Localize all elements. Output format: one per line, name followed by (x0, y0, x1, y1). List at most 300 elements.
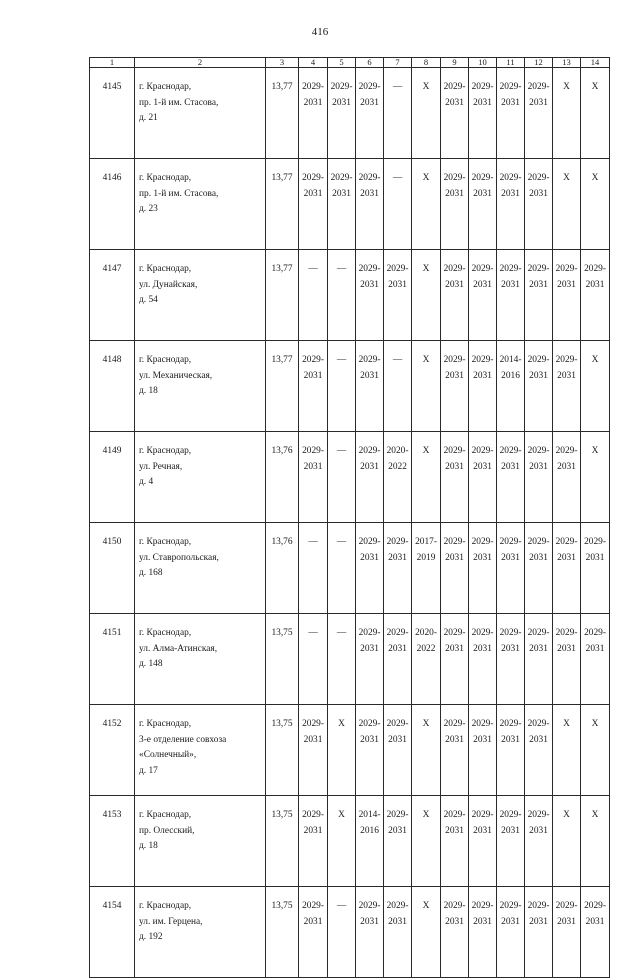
period-cell (441, 523, 469, 614)
period-line: 2029- (471, 901, 494, 911)
x-mark-cell: X (581, 432, 610, 523)
period-line: 2031 (501, 825, 520, 836)
period-cell (469, 705, 497, 796)
address-line: ул. Алма-Атинская, (139, 643, 218, 654)
period-line: 2031 (360, 916, 379, 927)
x-mark-cell: X (581, 341, 610, 432)
value-cell: 13,75 (266, 614, 299, 705)
period-line: 2029- (471, 264, 494, 274)
address-line: г. Краснодар, (139, 355, 192, 365)
period-line: 2029- (555, 264, 578, 274)
period-line: 2031 (501, 279, 520, 290)
period-line: 2031 (360, 370, 379, 381)
period-cell (441, 250, 469, 341)
period-line: 2031 (445, 370, 464, 381)
column-header-1: 1 (90, 58, 135, 68)
period-line: 2029- (584, 537, 606, 547)
period-line: 2014- (358, 810, 381, 820)
x-mark-cell: X (553, 705, 581, 796)
period-line: 2029- (555, 628, 578, 638)
period-line: 2029- (527, 355, 550, 365)
period-line: 2029- (499, 446, 522, 456)
row-number: 4146 (90, 159, 135, 250)
dash-mark: — (308, 264, 318, 274)
period-line: 2029- (358, 628, 381, 638)
period-line: 2019 (416, 552, 436, 563)
period-line: 2029- (386, 537, 409, 547)
page-number: 416 (311, 26, 329, 38)
address-line: д. 4 (139, 477, 154, 487)
address-line: пр. 1-й им. Стасова, (139, 97, 219, 108)
period-line: 2031 (473, 916, 492, 927)
address-line: г. Краснодар, (139, 719, 192, 729)
dash-cell (328, 341, 356, 432)
period-line: 2029- (471, 719, 494, 729)
x-mark-cell: X (412, 432, 441, 523)
period-line: 2029- (386, 264, 409, 274)
period-cell (299, 341, 328, 432)
period-line: 2031 (529, 643, 548, 654)
period-line: 2029- (471, 810, 494, 820)
period-line: 2031 (529, 461, 548, 472)
period-line: 2029- (527, 173, 550, 183)
period-line: 2029- (358, 446, 381, 456)
address-line: пр. 1-й им. Стасова, (139, 188, 219, 199)
period-line: 2031 (388, 916, 407, 927)
address-line: д. 18 (139, 841, 158, 851)
period-line: 2031 (303, 916, 323, 927)
column-header-10: 10 (469, 58, 497, 68)
period-cell (525, 432, 553, 523)
period-line: 2029- (527, 719, 550, 729)
period-line: 2029- (527, 82, 550, 92)
column-header-13: 13 (553, 58, 581, 68)
address-cell (135, 887, 266, 978)
period-line: 2031 (585, 916, 605, 927)
period-cell (299, 796, 328, 887)
register-table (89, 57, 610, 978)
period-line: 2029- (499, 264, 522, 274)
period-line: 2029- (443, 810, 466, 820)
period-cell (497, 523, 525, 614)
period-line: 2031 (360, 552, 379, 563)
period-cell (384, 432, 412, 523)
period-line: 2031 (529, 279, 548, 290)
column-header-8: 8 (412, 58, 441, 68)
period-line: 2029- (302, 355, 324, 365)
value-cell: 13,77 (266, 68, 299, 159)
period-line: 2029- (499, 810, 522, 820)
column-header-4: 4 (299, 58, 328, 68)
period-line: 2017- (415, 537, 437, 547)
dash-mark: — (308, 537, 318, 547)
dash-cell (384, 341, 412, 432)
dash-mark: — (392, 173, 403, 183)
period-line: 2029- (302, 810, 324, 820)
period-line: 2029- (527, 446, 550, 456)
dash-mark: — (336, 446, 347, 456)
address-cell (135, 523, 266, 614)
period-line: 2031 (501, 552, 520, 563)
row-number: 4150 (90, 523, 135, 614)
address-line: д. 192 (139, 932, 163, 942)
period-cell (328, 159, 356, 250)
address-line: ул. Речная, (139, 461, 183, 472)
period-line: 2031 (529, 734, 548, 745)
period-line: 2031 (332, 188, 351, 199)
period-line: 2031 (360, 279, 379, 290)
period-line: 2029- (555, 537, 578, 547)
column-header-5: 5 (328, 58, 356, 68)
period-line: 2031 (445, 916, 464, 927)
period-line: 2031 (445, 279, 464, 290)
table-row (90, 68, 610, 159)
column-header-9: 9 (441, 58, 469, 68)
period-line: 2029- (527, 628, 550, 638)
address-line: д. 21 (139, 113, 158, 123)
row-number: 4145 (90, 68, 135, 159)
period-cell (469, 159, 497, 250)
address-cell (135, 614, 266, 705)
period-line: 2031 (473, 734, 492, 745)
column-header-2: 2 (135, 58, 266, 68)
period-line: 2031 (303, 97, 323, 108)
period-cell (525, 341, 553, 432)
period-line: 2031 (445, 461, 464, 472)
period-line: 2031 (585, 279, 605, 290)
address-line: г. Краснодар, (139, 173, 192, 183)
period-line: 2031 (303, 188, 323, 199)
period-line: 2031 (473, 825, 492, 836)
address-line: д. 168 (139, 568, 163, 578)
period-cell (384, 796, 412, 887)
period-line: 2031 (501, 188, 520, 199)
address-line: 3-е отделение совхоза (139, 734, 227, 745)
period-line: 2029- (527, 810, 550, 820)
period-line: 2031 (388, 552, 407, 563)
dash-mark: — (308, 628, 318, 638)
period-line: 2031 (557, 916, 576, 927)
period-cell (356, 523, 384, 614)
address-line: д. 23 (139, 204, 158, 214)
period-line: 2031 (557, 552, 576, 563)
period-cell (441, 341, 469, 432)
period-line: 2031 (388, 825, 407, 836)
address-cell (135, 796, 266, 887)
period-line: 2031 (501, 916, 520, 927)
period-cell (356, 887, 384, 978)
period-line: 2031 (303, 734, 323, 745)
x-mark-cell: X (581, 68, 610, 159)
period-cell (497, 614, 525, 705)
address-line: г. Краснодар, (139, 901, 192, 911)
period-line: 2029- (443, 173, 466, 183)
period-line: 2029- (386, 628, 409, 638)
table-row (90, 614, 610, 705)
x-mark-cell: X (553, 159, 581, 250)
period-line: 2016 (501, 370, 520, 381)
period-line: 2031 (445, 97, 464, 108)
period-line: 2031 (585, 552, 605, 563)
address-line: ул. Ставропольская, (139, 552, 219, 563)
address-line: д. 54 (139, 295, 158, 305)
period-cell (441, 705, 469, 796)
period-line: 2029- (443, 719, 466, 729)
period-line: 2029- (471, 537, 494, 547)
period-line: 2031 (360, 188, 379, 199)
period-line: 2029- (443, 628, 466, 638)
period-cell (299, 432, 328, 523)
period-cell (441, 432, 469, 523)
period-cell (356, 250, 384, 341)
period-cell (356, 432, 384, 523)
period-cell (581, 614, 610, 705)
period-cell (384, 250, 412, 341)
column-header-11: 11 (497, 58, 525, 68)
period-line: 2031 (473, 279, 492, 290)
period-cell (581, 523, 610, 614)
period-cell (412, 614, 441, 705)
period-cell (469, 887, 497, 978)
table-row (90, 887, 610, 978)
value-cell: 13,77 (266, 341, 299, 432)
period-cell (497, 159, 525, 250)
period-line: 2029- (358, 82, 381, 92)
x-mark-cell: X (553, 68, 581, 159)
address-cell (135, 159, 266, 250)
period-line: 2031 (501, 461, 520, 472)
address-cell (135, 68, 266, 159)
period-cell (497, 341, 525, 432)
period-cell (469, 614, 497, 705)
period-cell (299, 159, 328, 250)
address-line: «Солнечный», (139, 750, 197, 760)
period-line: 2029- (358, 355, 381, 365)
period-line: 2031 (360, 97, 379, 108)
period-line: 2031 (473, 461, 492, 472)
x-mark-cell: X (412, 887, 441, 978)
period-line: 2031 (388, 279, 407, 290)
period-line: 2029- (358, 537, 381, 547)
period-cell (384, 705, 412, 796)
period-cell (497, 887, 525, 978)
row-number: 4151 (90, 614, 135, 705)
dash-mark: — (336, 264, 347, 274)
x-mark-cell: X (412, 341, 441, 432)
period-line: 2029- (499, 173, 522, 183)
value-cell: 13,75 (266, 796, 299, 887)
period-cell (581, 250, 610, 341)
period-cell (299, 68, 328, 159)
period-cell (469, 250, 497, 341)
period-line: 2031 (529, 916, 548, 927)
period-line: 2029- (555, 901, 578, 911)
period-cell (525, 523, 553, 614)
column-header-14: 14 (581, 58, 610, 68)
dash-cell (384, 68, 412, 159)
period-cell (469, 341, 497, 432)
table-row (90, 796, 610, 887)
period-line: 2029- (302, 901, 324, 911)
period-cell (441, 887, 469, 978)
value-cell: 13,75 (266, 887, 299, 978)
row-number: 4154 (90, 887, 135, 978)
dash-cell (328, 432, 356, 523)
period-line: 2031 (360, 734, 379, 745)
dash-cell (328, 887, 356, 978)
period-line: 2029- (499, 719, 522, 729)
period-line: 2029- (330, 82, 353, 92)
period-line: 2016 (360, 825, 379, 836)
period-cell (497, 250, 525, 341)
period-line: 2031 (557, 461, 576, 472)
period-line: 2031 (557, 643, 576, 654)
period-cell (525, 614, 553, 705)
period-line: 2020- (415, 628, 437, 638)
period-cell (553, 887, 581, 978)
period-cell (328, 68, 356, 159)
period-line: 2031 (529, 188, 548, 199)
period-cell (441, 159, 469, 250)
period-cell (525, 250, 553, 341)
column-header-3: 3 (266, 58, 299, 68)
dash-cell (328, 523, 356, 614)
period-line: 2031 (529, 825, 548, 836)
period-line: 2029- (302, 173, 324, 183)
address-line: г. Краснодар, (139, 628, 192, 638)
address-line: д. 18 (139, 386, 158, 396)
period-line: 2022 (416, 643, 436, 654)
dash-cell (328, 250, 356, 341)
table-row (90, 250, 610, 341)
period-cell (497, 705, 525, 796)
period-line: 2029- (471, 446, 494, 456)
period-cell (469, 523, 497, 614)
period-cell (525, 796, 553, 887)
column-header-12: 12 (525, 58, 553, 68)
period-cell (469, 68, 497, 159)
period-cell (553, 614, 581, 705)
table-row (90, 432, 610, 523)
x-mark-cell: X (553, 796, 581, 887)
dash-cell (299, 523, 328, 614)
period-line: 2029- (358, 173, 381, 183)
period-line: 2029- (499, 901, 522, 911)
period-line: 2029- (443, 901, 466, 911)
period-cell (525, 68, 553, 159)
address-line: ул. Дунайская, (139, 279, 198, 290)
period-cell (356, 796, 384, 887)
period-line: 2031 (529, 370, 548, 381)
x-mark-cell: X (412, 796, 441, 887)
period-cell (356, 68, 384, 159)
period-line: 2014- (499, 355, 522, 365)
period-line: 2031 (529, 552, 548, 563)
period-cell (356, 614, 384, 705)
address-line: пр. Олесский, (139, 825, 195, 836)
period-line: 2031 (585, 643, 605, 654)
x-mark-cell: X (581, 796, 610, 887)
period-line: 2031 (557, 279, 576, 290)
dash-cell (299, 614, 328, 705)
table-row (90, 159, 610, 250)
period-line: 2031 (473, 552, 492, 563)
period-cell (441, 796, 469, 887)
period-line: 2029- (443, 82, 466, 92)
period-cell (525, 705, 553, 796)
period-line: 2029- (584, 628, 606, 638)
period-line: 2031 (557, 370, 576, 381)
period-line: 2029- (386, 810, 409, 820)
period-line: 2029- (499, 537, 522, 547)
address-line: г. Краснодар, (139, 537, 192, 547)
period-cell (299, 887, 328, 978)
x-mark-cell: X (412, 250, 441, 341)
period-line: 2031 (501, 734, 520, 745)
period-line: 2031 (303, 461, 323, 472)
period-cell (441, 68, 469, 159)
period-line: 2031 (303, 825, 323, 836)
x-mark-cell: X (581, 159, 610, 250)
period-cell (553, 432, 581, 523)
address-cell (135, 432, 266, 523)
period-line: 2029- (555, 446, 578, 456)
row-number: 4152 (90, 705, 135, 796)
dash-mark: — (336, 901, 347, 911)
period-line: 2029- (358, 264, 381, 274)
period-line: 2029- (527, 264, 550, 274)
period-line: 2029- (302, 446, 324, 456)
period-line: 2031 (445, 825, 464, 836)
dash-mark: — (392, 82, 403, 92)
period-cell (553, 523, 581, 614)
x-mark-cell: X (581, 705, 610, 796)
period-line: 2029- (443, 264, 466, 274)
period-line: 2031 (445, 552, 464, 563)
period-line: 2031 (501, 97, 520, 108)
row-number: 4149 (90, 432, 135, 523)
address-line: ул. им. Герцена, (139, 916, 203, 927)
value-cell: 13,75 (266, 705, 299, 796)
period-line: 2031 (360, 643, 379, 654)
period-line: 2031 (388, 734, 407, 745)
dash-mark: — (392, 355, 403, 365)
x-mark-cell: X (328, 705, 356, 796)
address-line: д. 17 (139, 765, 158, 776)
period-cell (525, 159, 553, 250)
address-line: г. Краснодар, (139, 264, 192, 274)
period-line: 2031 (473, 643, 492, 654)
period-line: 2029- (471, 355, 494, 365)
x-mark-cell: X (412, 159, 441, 250)
period-line: 2029- (471, 82, 494, 92)
dash-mark: — (336, 537, 347, 547)
period-cell (469, 796, 497, 887)
period-line: 2029- (386, 719, 409, 729)
header-row (90, 58, 610, 68)
table-row (90, 341, 610, 432)
period-line: 2029- (330, 173, 353, 183)
row-number: 4148 (90, 341, 135, 432)
period-line: 2031 (388, 643, 407, 654)
period-line: 2031 (445, 643, 464, 654)
address-line: ул. Механическая, (139, 370, 213, 381)
x-mark-cell: X (412, 68, 441, 159)
value-cell: 13,77 (266, 159, 299, 250)
period-line: 2029- (443, 537, 466, 547)
x-mark-cell: X (412, 705, 441, 796)
address-line: г. Краснодар, (139, 810, 192, 820)
